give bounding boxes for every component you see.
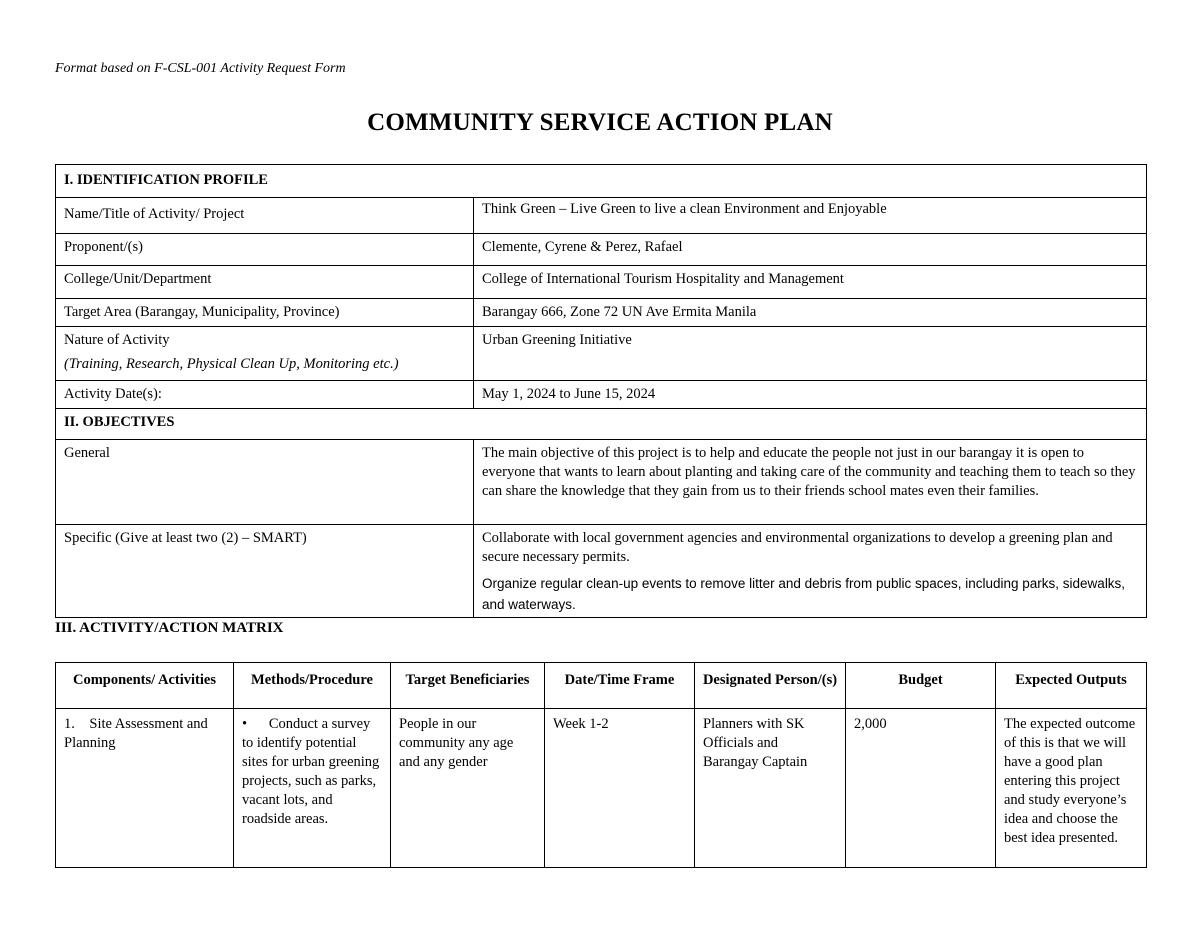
profile-row-proponent <box>56 234 1147 266</box>
matrix-header-timeframe: Date/Time Frame <box>545 663 695 709</box>
matrix-cell-component: 1. Site Assessment and Planning <box>56 709 234 868</box>
profile-row-nature <box>56 327 1147 381</box>
matrix-header-beneficiaries: Target Beneficiaries <box>391 663 545 709</box>
format-note: Format based on F-CSL-001 Activity Request Form <box>55 61 346 76</box>
specific-objective-2: Organize regular clean-up events to remove litter and debris from public spaces, including parks, sidewalks, and waterways. <box>482 576 1126 612</box>
objectives-section-title: II. OBJECTIVES <box>56 409 1147 440</box>
specific-label: Specific (Give at least two (2) – SMART) <box>56 525 474 618</box>
section-header-objectives <box>56 409 1147 440</box>
document-title: COMMUNITY SERVICE ACTION PLAN <box>367 109 833 136</box>
date-label: Activity Date(s): <box>56 381 474 409</box>
matrix-header-person: Designated Person/(s) <box>695 663 846 709</box>
nature-value: Urban Greening Initiative <box>474 327 1147 381</box>
profile-label: Name/Title of Activity/ Project <box>56 198 474 234</box>
date-value: May 1, 2024 to June 15, 2024 <box>474 381 1147 409</box>
profile-label: Proponent/(s) <box>56 234 474 266</box>
objective-row-specific <box>56 525 1147 618</box>
matrix-section-title: III. ACTIVITY/ACTION MATRIX <box>55 620 284 636</box>
section-header-identification <box>56 165 1147 198</box>
profile-label: College/Unit/Department <box>56 266 474 299</box>
matrix-header-row <box>56 663 1147 709</box>
specific-objective-1: Collaborate with local government agencies and environmental organizations to develop a greening plan and secure necessary permits. <box>482 530 1113 565</box>
profile-value: College of International Tourism Hospitality and Management <box>474 266 1147 299</box>
objective-row-general <box>56 440 1147 525</box>
profile-label: Target Area (Barangay, Municipality, Province) <box>56 299 474 327</box>
general-label: General <box>56 440 474 525</box>
matrix-cell-method: • Conduct a survey to identify potential sites for urban greening projects, such as parks, vacant lots, and roadside areas. <box>234 709 391 868</box>
matrix-cell-person: Planners with SK Officials and Barangay Captain <box>695 709 846 868</box>
matrix-cell-beneficiaries: People in our community any age and any gender <box>391 709 545 868</box>
profile-value: Think Green – Live Green to live a clean Environment and Enjoyable <box>474 198 1147 234</box>
matrix-header-methods: Methods/Procedure <box>234 663 391 709</box>
matrix-header-budget: Budget <box>846 663 996 709</box>
activity-matrix-table <box>55 662 1147 868</box>
matrix-header-outputs: Expected Outputs <box>996 663 1147 709</box>
profile-value: Barangay 666, Zone 72 UN Ave Ermita Manila <box>474 299 1147 327</box>
matrix-header-components: Components/ Activities <box>56 663 234 709</box>
profile-row-college <box>56 266 1147 299</box>
profile-row-target-area <box>56 299 1147 327</box>
specific-objective-cell <box>474 525 1147 618</box>
general-objective-value: The main objective of this project is to help and educate the people not just in our barangay it is open to everyone that wants to learn about planting and taking care of the community and teaching them to teach so they can share the knowledge that they gain from us to their friends school mates even their families. <box>474 440 1147 525</box>
identification-section-title: I. IDENTIFICATION PROFILE <box>56 165 1147 198</box>
profile-row-date <box>56 381 1147 409</box>
matrix-cell-timeframe: Week 1-2 <box>545 709 695 868</box>
profile-row-title <box>56 198 1147 234</box>
identification-objectives-table <box>55 164 1147 618</box>
matrix-row <box>56 709 1147 868</box>
nature-sublabel: (Training, Research, Physical Clean Up, Monitoring etc.) <box>64 356 399 372</box>
nature-label-cell <box>56 327 474 381</box>
matrix-cell-budget: 2,000 <box>846 709 996 868</box>
nature-label: Nature of Activity <box>64 332 170 348</box>
profile-value: Clemente, Cyrene & Perez, Rafael <box>474 234 1147 266</box>
matrix-cell-output: The expected outcome of this is that we will have a good plan entering this project and study everyone’s idea and choose the best idea presented. <box>996 709 1147 868</box>
